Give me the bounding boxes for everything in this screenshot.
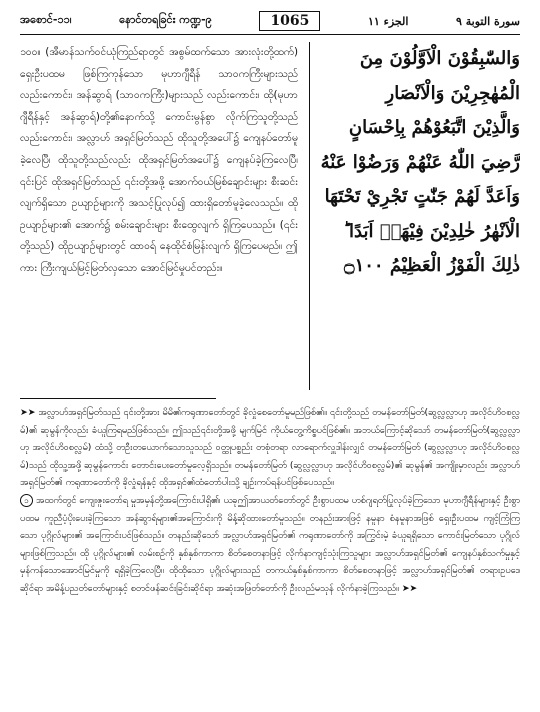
arabic-line: رَّضِيَ اللّٰهُ عَنْهُمْ وَرَضُوْا عَنْهُ <box>320 151 520 173</box>
arabic-line: ذٰلِكَ الْفَوْزُ الْعَظِيْمُ ۝١٠٠ <box>344 255 520 276</box>
translation-column <box>20 42 298 394</box>
footnote-paragraph: ➤➤ အလ္လာဟ်အရှင်မြတ်သည် ၎င်းတို့အား မိမိ၏ကရုဏာတော်တွင် ခိုလှုံစေတော်မူမည်ဖြစ်၏။ ၎င်းတို့သည် တမန်တော်မြတ်(ဆွလ္လလ္လာဟု အလိုင်ဟိဝစလ္လမ်)၏ ဆုမွန်ကိုလည်း ခံယူကြရမည်ဖြစ်သည်။ ဤသည်၎င်းတို့အဖို့ မျက်မြင် ကိုယ်တွေ့ကိစ္စပင်ဖြစ်၏။ အဘယ်ကြောင့်ဆိုသော် တမန်တော်မြတ်(ဆွလ္လလ္လာဟု အလိုင်ဟိဝစလ္လမ်) ထံသို့ တဦးတယောက်သောသူသည် ဝတ္ထုပစ္စည်း တစုံတရာ လာရောက်လှူဒါန်းလျှင် တမန်တော်မြတ် (ဆွလ္လလ္လာဟု အလိုင်ဟိဝစလ္လမ်)သည် ထိုသူ့အဖို့ ဆုမွန်ကောင်း တောင်းပေးတော်မူလေ့ရှိသည်။ တမန်တော်မြတ် (ဆွလ္လလ္လာဟု အလိုင်ဟိဝစလ္လမ်)၏ ဆုမွန်၏ အကျိုးမှာလည်း အလ္လာဟ်အရှင်မြတ်၏ ကရုဏာတော်ကို ခိုလှုံရန်နှင့် ထိုအရှင်၏ထံတော်ပါးသို့ ချဉ်းကပ်ရန်ပင်ဖြစ်ပေသည်။ <box>20 407 520 489</box>
column-divider <box>309 42 310 390</box>
arabic-line: وَاَعَدَّ لَهُمْ جَنّٰتٍ تَجْرِيْ تَحْتَهَا <box>324 186 520 207</box>
header-rule <box>20 34 520 35</box>
page-number: 1065 <box>259 11 320 31</box>
footnote-marker: ၁ <box>20 494 33 507</box>
surah-label: سورة التوبة ٩ <box>456 14 520 28</box>
juz-label: الجزء ١١ <box>368 14 409 28</box>
volume-label: အစောင်-၁၁၊ <box>20 13 72 26</box>
arabic-line: الْاَنْهٰرُ خٰلِدِيْنَ فِيْهَاۤ اَبَدًا ؕ <box>343 220 520 242</box>
verse-translation: ၁၀၀။ (အီမာန်သက်ဝင်ယုံကြည်ရာတွင် အစွမ်ထက်သော အားလုံးတို့ထက်) ရှေးဦးပထမ ဖြစ်ကြကုန်သော မုဟာဂျီရီန် သာဝကကြီးများသည် လည်းကောင်း၊ အန်ဆွာရ် (သာဝကကြီး)များသည် လည်းကောင်း၊ ထို(မုဟာဂျီရီန်နှင့် အန်ဆွာရ်)တို့၏နောက်သို့ ကောင်းမွန်စွာ လိုက်ကြသူတို့သည်လည်းကောင်း၊ အလ္လာဟ် အရှင်မြတ်သည် ထိုသူတို့အပေါ်၌ ကျေနပ်တော်မူခဲ့လေပြီ၊ ထိုသူတို့သည်လည်း ထိုအရှင်မြတ်အပေါ်၌ ကျေနပ်ခဲ့ကြလေပြီ၊ ၎င်းပြင် ထိုအရှင်မြတ်သည် ၎င်းတို့အဖို့ အောက်ဝယ်မြစ်ချောင်းများ စီးဆင်းလျက်ရှိသော ဥယျာဉ်များကို အသင့်ပြုလုပ်၍ ထားရှိတော်မူခဲ့လေသည်။ ထိုဥယျာဉ်များ၏ အောက်၌ စမ်းချောင်းများ စီးထွေလျက် ရှိကြပေသည်။ (၎င်းတို့သည်) ထိုဥယျာဉ်များတွင် ထာဝရ် နေထိုင်စံမြန်းလျက် ရှိကြပေမည်။ ဤကား ကြီးကျယ်မြင့်မြတ်လှသော အောင်မြင်မှုပင်တည်း။ <box>20 46 298 274</box>
chapter-label: နောင်တရခြင်း ကဏ္ဍ-၉ <box>119 13 212 26</box>
page-header <box>20 10 520 32</box>
footnote-rule <box>20 398 216 399</box>
footnote-paragraph-2 <box>20 492 520 598</box>
footnote-text: အထက်တွင် ကျေးဇူးတော်ရ မှုအမှန်တို့အကြောင်းပါရှိ၏၊ ယခုဤအာယတ်တော်တွင် ဦးစွာပထမ ဟစ်ဂျရတ်ပြုလုပ်ခဲ့ကြသော မုဟာဂျီရီန်များနှင့် ဦးစွာပထမ ကူညီပံ့ပိုးပေးခဲ့ကြသော အန်ဆွာရ်များ၏အကြောင်းကို မိန့်ဆိုထားတော်မူသည်။ တနည်းအားဖြင့် နမူနာ စံနမူနာအဖြစ် ရှေးဦးပထမ ကျင့်ကြံကြသော ပုဂ္ဂိုလ်များ၏ အကြောင်းပင်ဖြစ်သည်။ တနည်းဆိုသော် အလ္လာဟ်အရှင်မြတ်၏ ကရုဏာတော်ကို အကြွင်းမဲ့ ခံယူရရှိသော ကောင်းမြတ်သော ပုဂ္ဂိုလ်များဖြစ်ကြသည်။ ထို ပုဂ္ဂိုလ်များ၏ လမ်းစဉ်ကို နှစ်နှစ်ကာကာ စိတ်စေတနာဖြင့် လိုက်နာကျင့်သုံးကြသူများ အလ္လာဟ်အရှင်မြတ်၏ ကျေနပ်နှစ်သက်မှုနှင့် မှန်ကန်သောအောင်မြင်မှုကို ရရှိခဲ့ကြလေပြီ။ ထိုထိုသော ပုဂ္ဂိုလ်များသည် တကယ်နှစ်နှစ်ကာကာ စိတ်စေတနာဖြင့် အလ္လာဟ်အရှင်မြတ်၏ တရားဥပဒေ ဆိုင်ရာ အမိန့်ပညတ်တော်များနှင့် စတင်ဖန်ဆင်းခြင်းဆိုင်ရာ အဆုံးအဖြတ်တော်ကို ဦးလည်မသုန် လိုက်နာခဲ့ကြသည်။ ➤➤ <box>20 494 520 594</box>
footnotes <box>20 404 520 704</box>
arabic-column <box>318 42 520 382</box>
arabic-line: الْمُهٰجِرِيْنَ وَالْاَنْصَارِ <box>385 82 520 104</box>
arabic-line: وَالَّذِيْنَ اتَّبَعُوْهُمْ بِاِحْسَانٍ <box>348 117 520 138</box>
arabic-line: وَالسّٰبِقُوْنَ الْاَوَّلُوْنَ مِنَ <box>359 48 520 69</box>
